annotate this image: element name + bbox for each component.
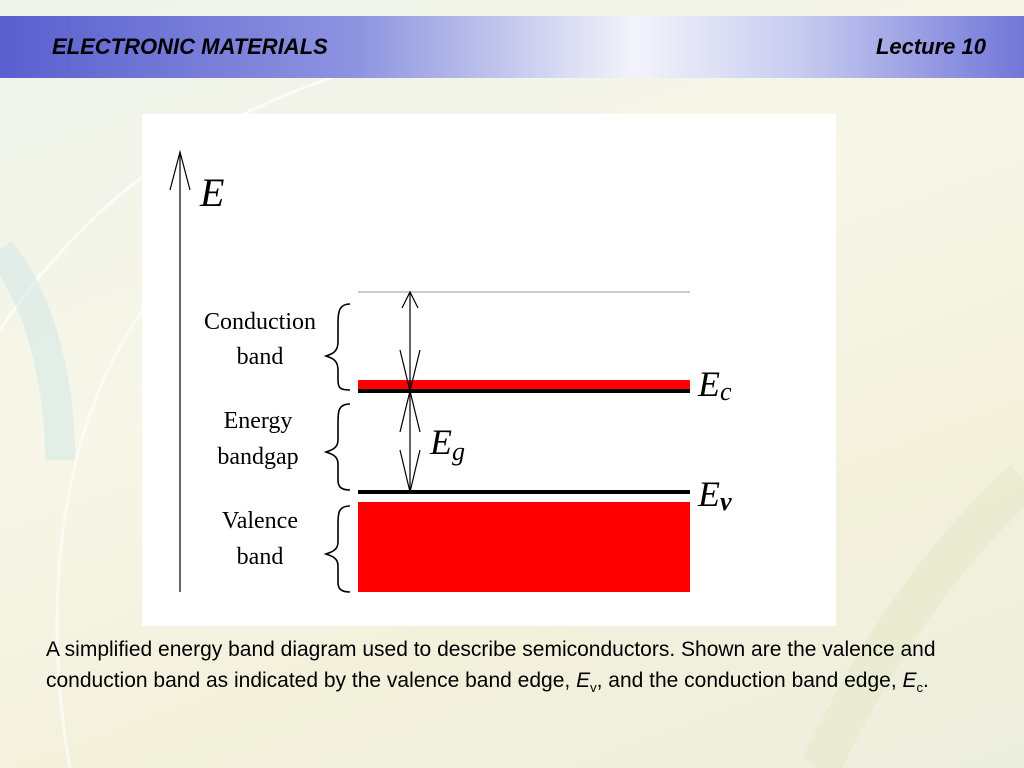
ec-label: Ec [698, 364, 732, 406]
valence-band-fill [358, 502, 690, 592]
caption-ev-subscript: v [590, 680, 597, 696]
caption-ec-subscript: c [916, 680, 924, 696]
caption-part-2: , and the conduction band edge, [596, 669, 903, 692]
eg-label: Eg [430, 422, 465, 466]
valence-band-label-2: band [236, 544, 284, 570]
caption-part-3: . [923, 669, 929, 692]
energy-bandgap-label-1: Energy [223, 408, 293, 434]
caption-part-1: A simplified energy band diagram used to describe semiconductors. Shown are the valence and conduction band as indicated by the valence band edge, [46, 638, 936, 692]
slide-title: ELECTRONIC MATERIALS [52, 34, 328, 59]
conduction-band-label-1: Conduction [204, 309, 316, 335]
valence-brace [326, 506, 350, 592]
bandgap-brace [326, 404, 350, 490]
band-diagram [142, 114, 836, 626]
caption-text [46, 634, 986, 703]
lecture-number: Lecture 10 [875, 34, 986, 59]
valence-band-label-1: Valence [222, 508, 298, 534]
band-diagram-panel [142, 114, 836, 626]
caption-ev-symbol: E [576, 669, 591, 692]
conduction-brace [326, 304, 350, 390]
ev-label: Ev [698, 474, 732, 516]
energy-bandgap-label-2: bandgap [217, 444, 299, 470]
conduction-band-label-2: band [236, 344, 284, 370]
caption-ec-symbol: E [902, 669, 917, 692]
energy-axis-label: E [200, 170, 225, 215]
